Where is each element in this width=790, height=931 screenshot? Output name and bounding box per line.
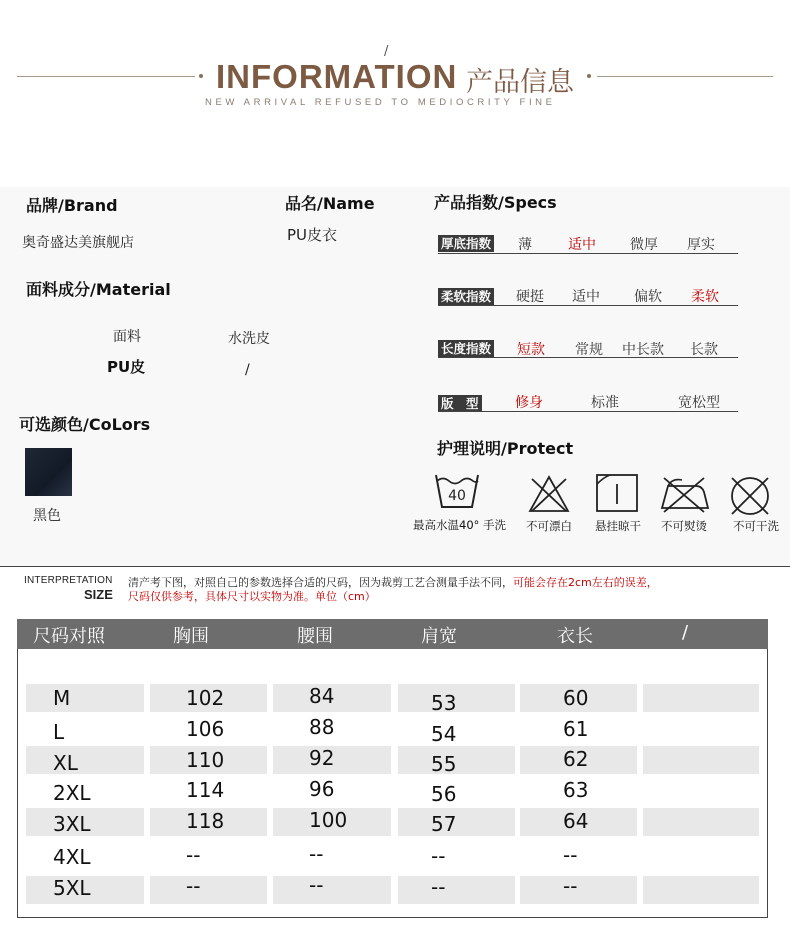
spec-option-selected: 柔软	[691, 289, 719, 305]
colors-label: 可选颜色/CoLors	[19, 415, 151, 434]
table-cell: --	[186, 874, 201, 898]
table-cell: --	[309, 842, 324, 866]
table-cell-bg	[398, 876, 515, 904]
care-label: 护理说明/Protect	[437, 439, 574, 458]
header-dot-right	[587, 74, 591, 78]
table-cell-bg	[150, 876, 267, 904]
fabric-label: 面料	[113, 329, 141, 345]
page-title: INFORMATION	[216, 58, 458, 95]
table-cell: 56	[431, 782, 457, 806]
no-dry-clean-icon	[728, 476, 772, 516]
header-slash: /	[384, 44, 389, 59]
no-iron-icon	[658, 474, 710, 514]
table-cell: --	[186, 843, 201, 867]
page-title-cn: 产品信息	[466, 67, 574, 98]
table-cell: 88	[309, 715, 335, 739]
table-cell: 54	[431, 722, 457, 746]
spec-option: 微厚	[630, 237, 658, 253]
care-item-label: 悬挂晾干	[595, 519, 641, 533]
header-dot-left	[199, 74, 203, 78]
table-cell-bg	[643, 746, 759, 774]
color-swatch-black[interactable]	[25, 448, 72, 496]
material-label: 面料成分/Material	[26, 280, 171, 299]
spec-option: 偏软	[634, 289, 662, 305]
table-cell: 57	[431, 812, 457, 836]
spec-row-softness-label: 柔软指数	[438, 288, 494, 305]
table-cell: --	[431, 844, 446, 868]
spec-option-selected: 短款	[517, 342, 545, 358]
table-cell-bg	[26, 684, 144, 712]
page-subtitle: NEW ARRIVAL REFUSED TO MEDIOCRITY FINE	[205, 97, 556, 108]
care-item-label: 最高水温40° 手洗	[413, 518, 507, 532]
care-item-label: 不可干洗	[733, 519, 779, 533]
table-header-cell: 肩宽	[421, 626, 457, 647]
table-cell: 92	[309, 746, 335, 770]
table-cell: --	[563, 874, 578, 898]
table-cell: 63	[563, 778, 589, 802]
table-cell: 110	[186, 748, 225, 772]
table-header-cell: 衣长	[557, 626, 593, 647]
table-cell: 64	[563, 809, 589, 833]
wash-temp: 40	[448, 488, 466, 504]
table-cell-bg	[643, 684, 759, 712]
spec-option: 薄	[518, 237, 532, 253]
spec-option: 标准	[591, 395, 619, 411]
table-cell: --	[309, 873, 324, 897]
table-cell-size: 4XL	[53, 845, 91, 869]
table-cell-bg	[26, 746, 144, 774]
hang-dry-icon	[596, 474, 638, 512]
table-cell-size: 3XL	[53, 812, 91, 836]
spec-option: 适中	[572, 289, 600, 305]
size-note-line2: 尺码仅供参考，具体尺寸以实物为准。单位（cm）	[128, 590, 376, 603]
table-cell-size: L	[53, 720, 65, 744]
color-name: 黑色	[33, 508, 61, 524]
name-label: 品名/Name	[285, 194, 375, 213]
fabric-value: PU皮	[107, 358, 146, 376]
table-cell-size: XL	[53, 751, 78, 775]
spec-option: 长款	[690, 342, 718, 358]
header-rule-left	[17, 76, 195, 77]
table-cell-bg	[398, 684, 515, 712]
table-cell-size: M	[53, 686, 71, 710]
size-heading: SIZE	[84, 587, 113, 602]
table-cell-bg	[398, 808, 515, 836]
spec-option: 宽松型	[678, 395, 720, 411]
table-cell-bg	[643, 876, 759, 904]
specs-label: 产品指数/Specs	[434, 193, 557, 212]
spec-option: 中长款	[622, 342, 664, 358]
spec-option-selected: 适中	[568, 237, 596, 253]
table-cell: 60	[563, 686, 589, 710]
table-cell-bg	[643, 808, 759, 836]
care-item-label: 不可漂白	[526, 519, 572, 533]
size-note-black: 清产考下图，对照自己的参数选择合适的尺码，因为裁剪工艺合测量手法不同，	[128, 576, 513, 589]
spec-option-selected: 修身	[515, 395, 543, 411]
table-cell-bg	[398, 746, 515, 774]
brand-label: 品牌/Brand	[26, 196, 118, 215]
interpretation-heading: INTERPRETATION	[24, 575, 113, 586]
table-cell: 84	[309, 684, 335, 708]
table-cell: --	[563, 843, 578, 867]
wash-value: /	[245, 362, 250, 378]
table-cell: 100	[309, 808, 348, 832]
table-cell: 61	[563, 717, 589, 741]
table-cell: 53	[431, 691, 457, 715]
wash-40-icon	[434, 469, 480, 511]
table-cell: 55	[431, 752, 457, 776]
table-header-cell: 胸围	[173, 626, 209, 647]
name-value: PU皮衣	[287, 226, 338, 244]
table-cell: 96	[309, 777, 335, 801]
table-cell-bg	[273, 876, 391, 904]
spec-row-fit-label: 版 型	[438, 395, 482, 412]
table-header-cell: /	[682, 622, 689, 643]
wash-label: 水洗皮	[228, 331, 270, 347]
table-header-cell: 腰围	[297, 626, 333, 647]
table-cell: --	[431, 875, 446, 899]
brand-value: 奥奇盛达美旗舰店	[22, 235, 134, 251]
table-cell-bg	[520, 876, 637, 904]
spec-row-thickness-label: 厚底指数	[438, 235, 494, 252]
header-rule-right	[597, 76, 773, 77]
table-cell: 102	[186, 686, 225, 710]
size-note-red: 可能会存在2cm左右的误差，	[513, 576, 658, 589]
table-cell-size: 5XL	[53, 876, 91, 900]
table-header-cell: 尺码对照	[33, 626, 105, 647]
section-divider	[0, 566, 790, 567]
size-table-header	[17, 619, 768, 649]
spec-option: 硬挺	[516, 289, 544, 305]
care-item-label: 不可熨烫	[661, 519, 707, 533]
table-cell: 118	[186, 809, 225, 833]
table-cell-size: 2XL	[53, 781, 91, 805]
table-cell: 106	[186, 717, 225, 741]
table-cell: 62	[563, 747, 589, 771]
no-bleach-icon	[528, 475, 570, 513]
spec-option: 常规	[575, 342, 603, 358]
spec-option: 厚实	[687, 237, 715, 253]
spec-row-length-label: 长度指数	[438, 340, 494, 357]
table-cell-bg	[26, 715, 144, 743]
table-cell: 114	[186, 778, 225, 802]
